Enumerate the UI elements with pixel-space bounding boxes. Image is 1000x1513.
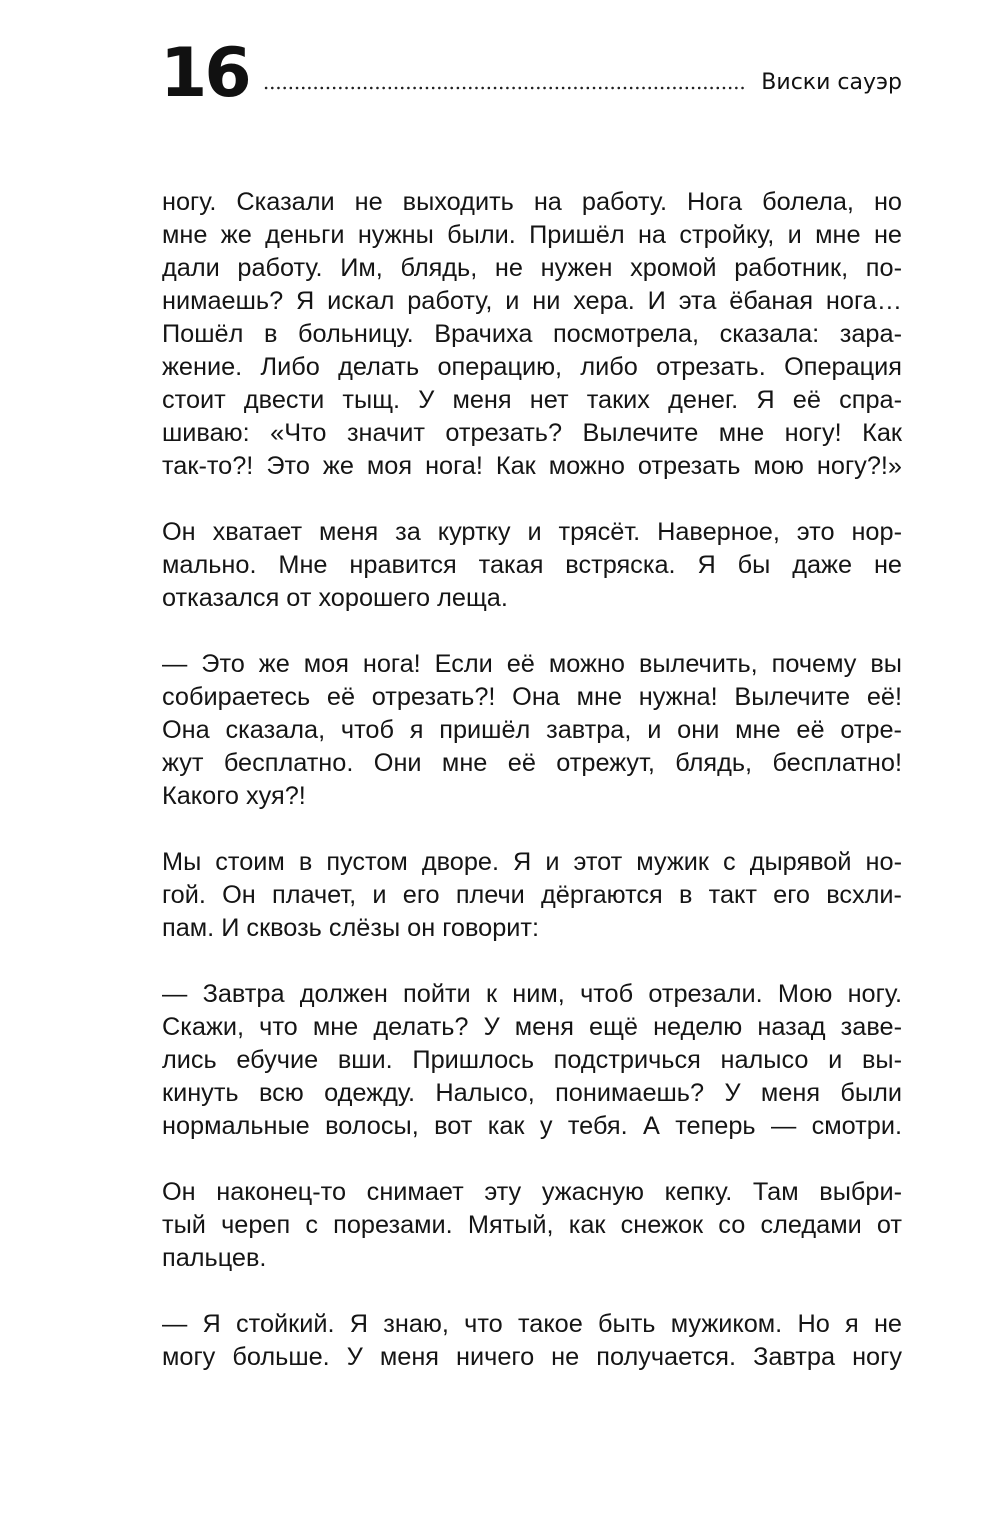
paragraph-7 (162, 1308, 902, 1374)
paragraph-5 (162, 978, 902, 1143)
text-line: Он хватает меня за куртку и трясёт. Наверное, это нор- (162, 518, 902, 546)
text-line: лись ебучие вши. Пришлось подстричься налысо и вы- (162, 1046, 902, 1074)
text-line: Скажи, что мне делать? У меня ещё неделю назад заве- (162, 1013, 902, 1041)
text-line: Она сказала, чтоб я пришёл завтра, и они мне её отре- (162, 716, 902, 744)
text-line: ногу. Сказали не выходить на работу. Нога болела, но (162, 188, 902, 216)
text-line: мально. Мне нравится такая встряска. Я бы даже не (162, 551, 902, 579)
dotted-leader (263, 86, 748, 90)
text-line: мне же деньги нужны были. Пришёл на стройку, и мне не (162, 221, 902, 249)
text-line: Пошёл в больницу. Врачиха посмотрела, сказала: зара- (162, 320, 902, 348)
page-header (160, 28, 902, 113)
text-line: отказался от хорошего леща. (162, 584, 508, 612)
paragraph-3 (162, 648, 902, 813)
text-line: пам. И сквозь слёзы он говорит: (162, 914, 540, 942)
text-line: шиваю: «Что значит отрезать? Вылечите мне ногу! Как (162, 419, 902, 447)
text-line: жение. Либо делать операцию, либо отрезать. Операция (162, 353, 902, 381)
text-line: могу больше. У меня ничего не получается. Завтра ногу (162, 1343, 902, 1371)
text-line: Он наконец-то снимает эту ужасную кепку. Там выбри- (162, 1178, 902, 1206)
text-line: — Завтра должен пойти к ним, чтоб отрезали. Мою ногу. (162, 980, 902, 1008)
paragraph-1 (162, 186, 902, 483)
text-line: нормальные волосы, вот как у тебя. А теперь — смотри. (162, 1112, 902, 1140)
text-line: собираетесь её отрезать?! Она мне нужна! Вылечите её! (162, 683, 902, 711)
text-line: — Это же моя нога! Если её можно вылечить, почему вы (162, 650, 902, 678)
running-title: Виски сауэр (761, 70, 902, 95)
page-number: 16 (160, 34, 249, 113)
text-line: нимаешь? Я искал работу, и ни хера. И эта ёбаная нога… (162, 287, 902, 315)
text-line: кинуть всю одежду. Налысо, понимаешь? У меня были (162, 1079, 902, 1107)
body-text (162, 186, 902, 1407)
paragraph-6 (162, 1176, 902, 1275)
text-line: Мы стоим в пустом дворе. Я и этот мужик с дырявой но- (162, 848, 902, 876)
text-line: жут бесплатно. Они мне её отрежут, блядь, бесплатно! (162, 749, 902, 777)
text-line: пальцев. (162, 1244, 267, 1272)
text-line: Какого хуя?! (162, 782, 306, 810)
text-line: так-то?! Это же моя нога! Как можно отрезать мою ногу?!» (162, 452, 902, 480)
text-line: дали работу. Им, блядь, не нужен хромой работник, по- (162, 254, 902, 282)
paragraph-4 (162, 846, 902, 945)
text-line: — Я стойкий. Я знаю, что такое быть мужиком. Но я не (162, 1310, 902, 1338)
text-line: тый череп с порезами. Мятый, как снежок со следами от (162, 1211, 902, 1239)
text-line: стоит двести тыщ. У меня нет таких денег. Я её спра- (162, 386, 902, 414)
text-line: гой. Он плачет, и его плечи дёргаются в такт его всхли- (162, 881, 902, 909)
paragraph-2 (162, 516, 902, 615)
